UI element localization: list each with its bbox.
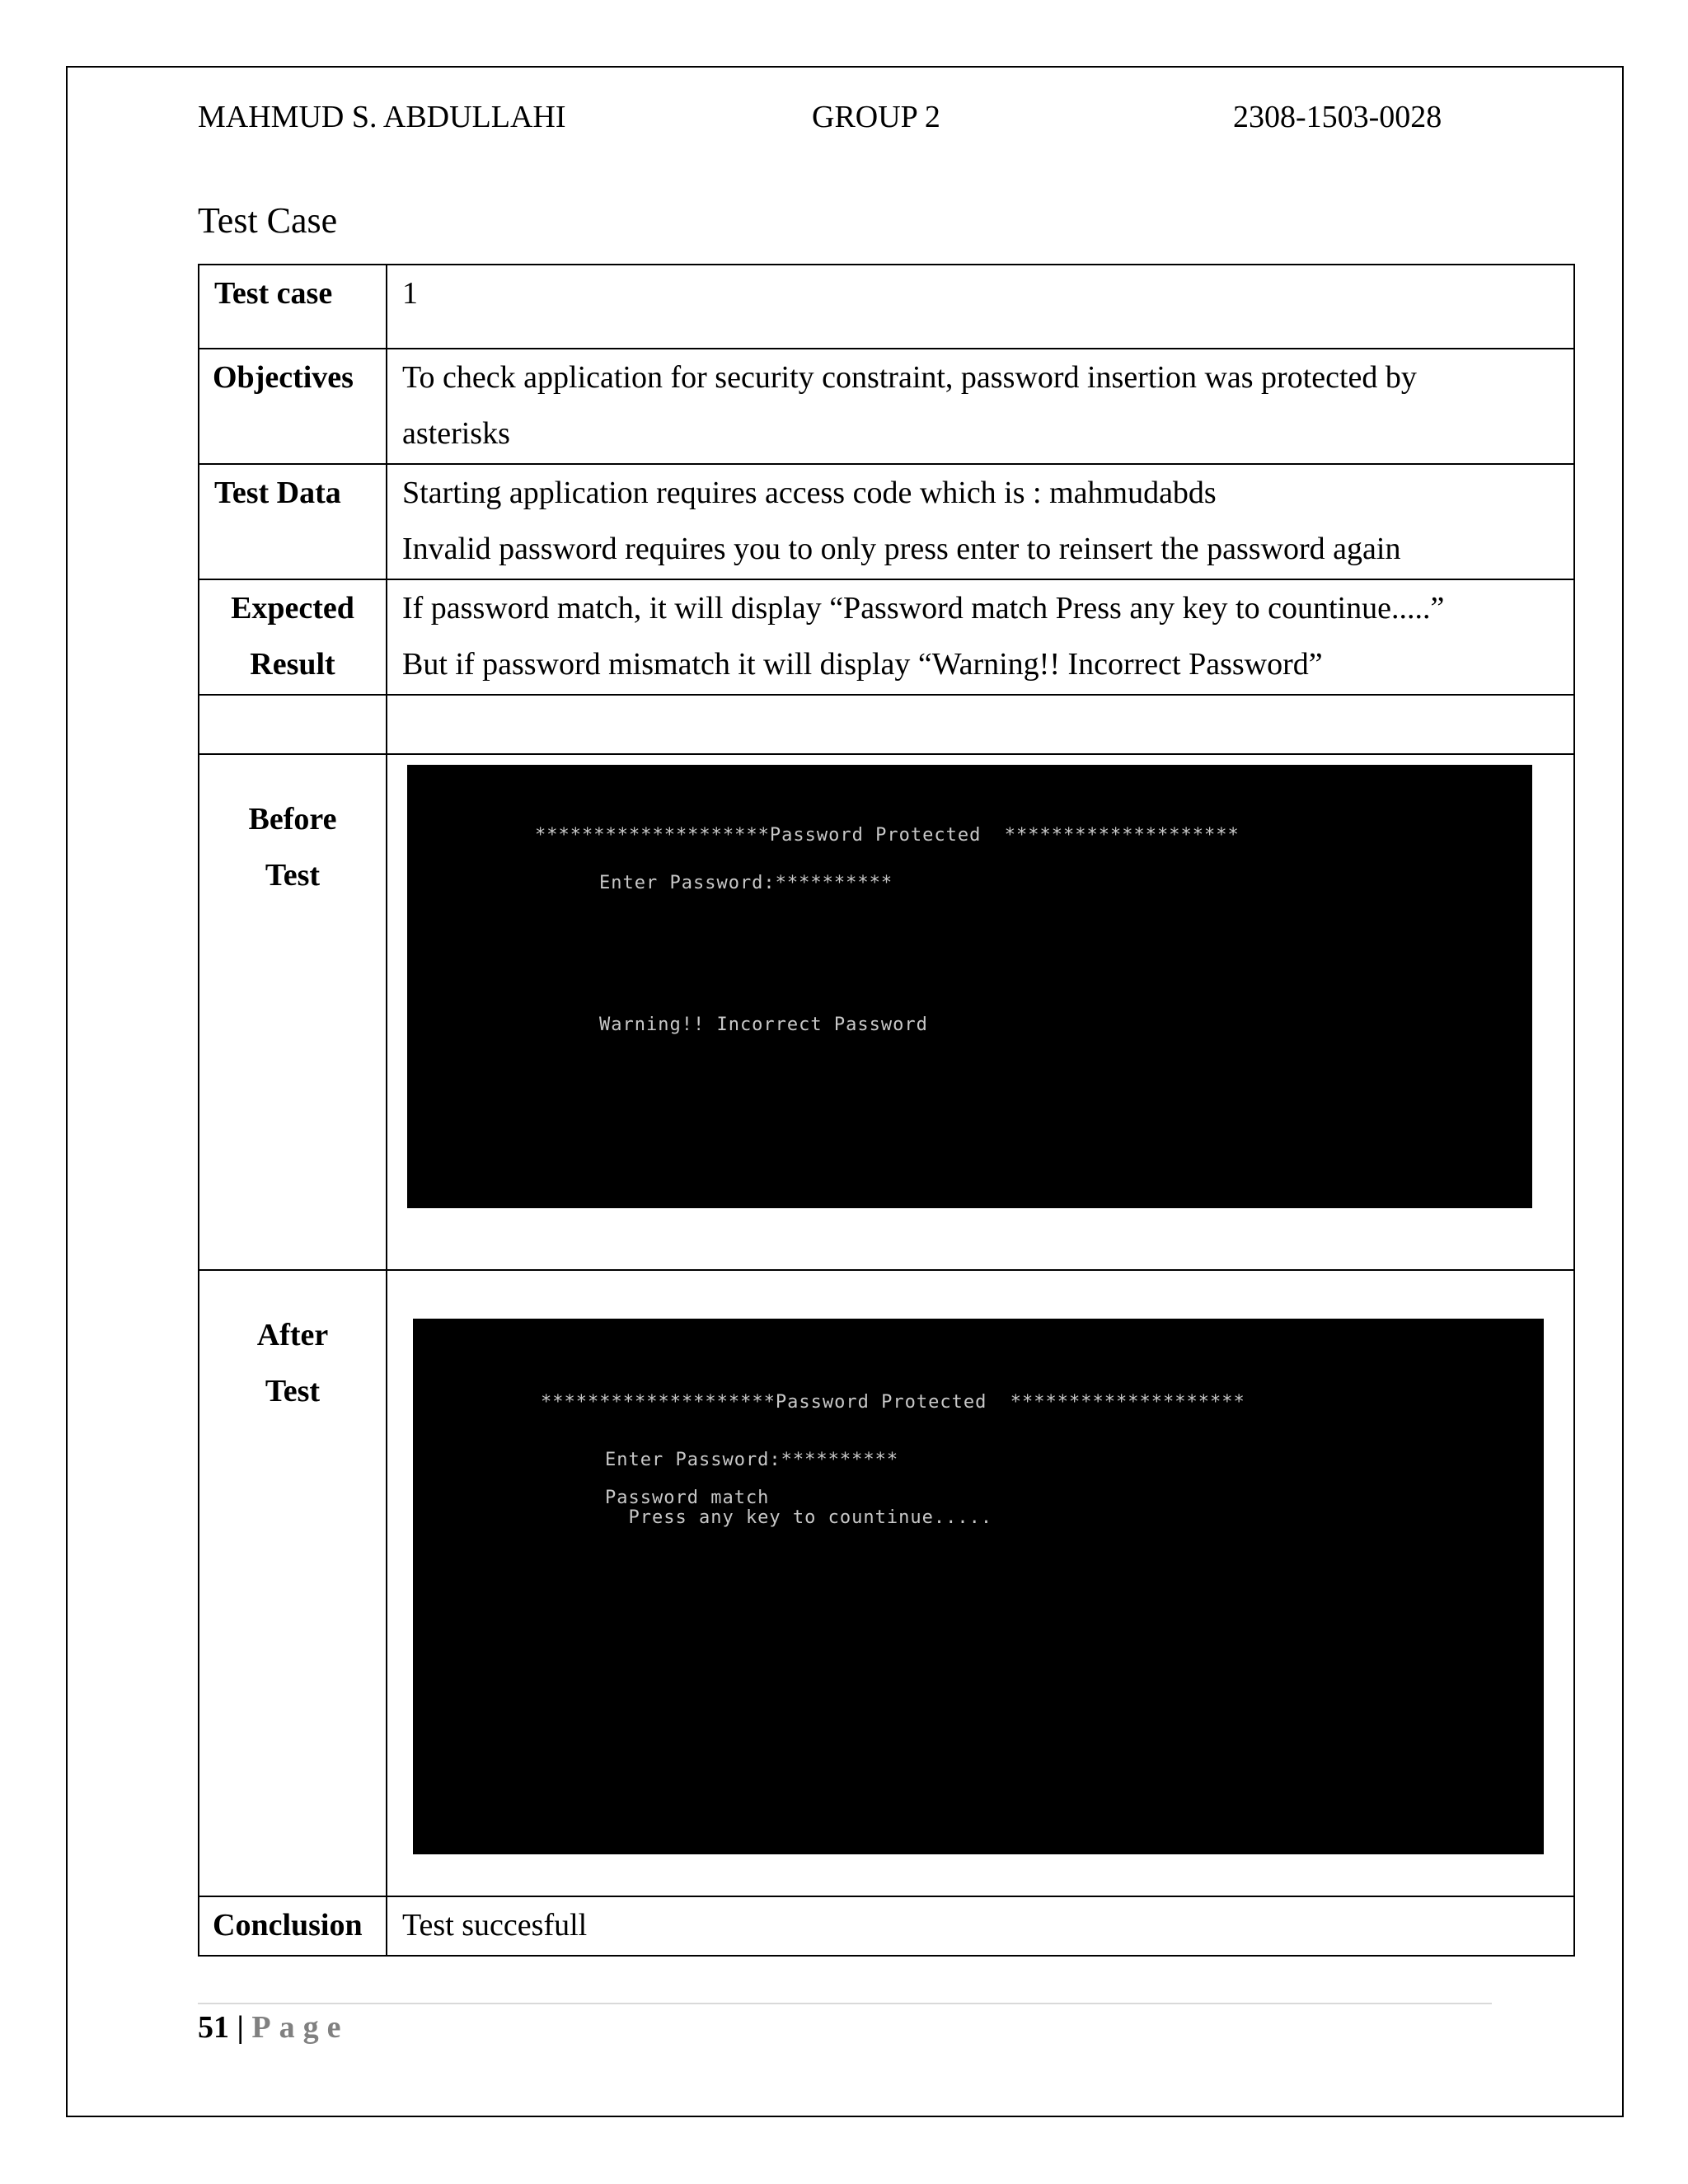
before-banner-text: ********************Password Protected ******************** bbox=[535, 825, 1240, 846]
footer-separator: | bbox=[229, 2010, 252, 2045]
table-row-expected-result bbox=[199, 579, 1574, 695]
after-match-text: Password match bbox=[605, 1488, 770, 1508]
empty-value-cell bbox=[387, 695, 1574, 754]
after-label-line-1: After bbox=[256, 1318, 329, 1352]
before-test-cell bbox=[387, 754, 1574, 1270]
after-banner-text: ********************Password Protected ******************** bbox=[541, 1392, 1245, 1413]
test-case-table bbox=[198, 264, 1575, 1957]
table-row-conclusion bbox=[199, 1896, 1574, 1956]
after-test-label bbox=[199, 1270, 387, 1896]
before-prompt-text: Enter Password:********** bbox=[599, 873, 893, 893]
before-warning-text: Warning!! Incorrect Password bbox=[599, 1015, 928, 1035]
objectives-line-2: asterisks bbox=[402, 416, 510, 451]
section-title: Test Case bbox=[198, 200, 338, 241]
table-row-test-data bbox=[199, 464, 1574, 579]
header-student-id: 2308-1503-0028 bbox=[1233, 100, 1442, 134]
expected-label-line-2: Result bbox=[250, 647, 335, 682]
expected-line-2: But if password mismatch it will display “Warning!! Incorrect Password” bbox=[402, 647, 1323, 682]
test-data-line-1: Starting application requires access code which is : mahmudabds bbox=[402, 476, 1217, 510]
objectives-label: Objectives bbox=[199, 349, 387, 464]
page-footer bbox=[198, 2008, 349, 2047]
expected-result-value bbox=[387, 579, 1574, 695]
objectives-value bbox=[387, 349, 1574, 464]
objectives-line-1: To check application for security constraint, password insertion was protected by bbox=[402, 360, 1417, 395]
table-row-empty bbox=[199, 695, 1574, 754]
table-row-objectives bbox=[199, 349, 1574, 464]
table-row-before-test bbox=[199, 754, 1574, 1270]
test-data-label: Test Data bbox=[199, 464, 387, 579]
test-case-value: 1 bbox=[387, 265, 1574, 349]
empty-label-cell bbox=[199, 695, 387, 754]
before-label-line-1: Before bbox=[248, 802, 337, 837]
header-author-name: MAHMUD S. ABDULLAHI bbox=[198, 100, 566, 134]
expected-result-label bbox=[199, 579, 387, 695]
conclusion-value: Test succesfull bbox=[387, 1896, 1574, 1956]
table-row-after-test bbox=[199, 1270, 1574, 1896]
table-row-test-case bbox=[199, 265, 1574, 349]
page-word: Page bbox=[251, 2010, 349, 2045]
page-number: 51 bbox=[198, 2010, 229, 2045]
before-test-screenshot bbox=[407, 765, 1532, 1208]
test-data-line-2: Invalid password requires you to only press enter to reinsert the password again bbox=[402, 532, 1401, 566]
conclusion-label: Conclusion bbox=[199, 1896, 387, 1956]
after-continue-text: Press any key to countinue..... bbox=[605, 1507, 993, 1528]
after-test-cell bbox=[387, 1270, 1574, 1896]
test-data-value bbox=[387, 464, 1574, 579]
before-test-label bbox=[199, 754, 387, 1270]
before-label-line-2: Test bbox=[265, 858, 321, 893]
expected-line-1: If password match, it will display “Password match Press any key to countinue.....” bbox=[402, 591, 1445, 626]
footer-divider bbox=[198, 2003, 1492, 2004]
header-group: GROUP 2 bbox=[812, 100, 940, 134]
test-case-label: Test case bbox=[199, 265, 387, 349]
after-label-line-2: Test bbox=[265, 1374, 321, 1408]
expected-label-line-1: Expected bbox=[231, 591, 354, 626]
after-prompt-text: Enter Password:********** bbox=[605, 1450, 899, 1470]
after-test-screenshot bbox=[413, 1319, 1544, 1854]
